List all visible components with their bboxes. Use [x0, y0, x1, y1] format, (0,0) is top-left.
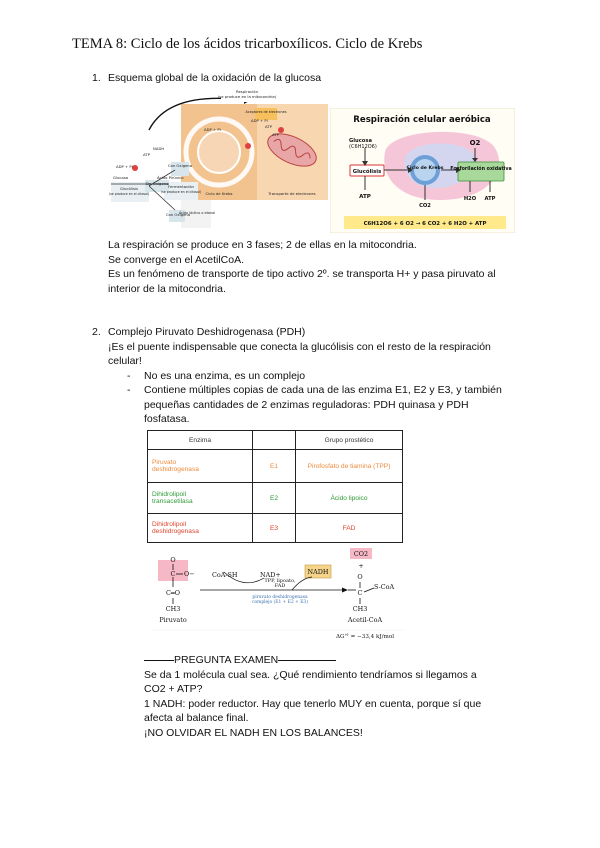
right-atp-2: ATP [484, 196, 496, 202]
label-acido-piruvico: Ácido Pirúvico [157, 175, 184, 180]
co2-label: CO2 [353, 550, 369, 558]
label-adp-1: ADP + Pi [251, 118, 268, 123]
label-sin-oxigeno: Sin Oxígeno [145, 181, 169, 186]
bullet-mark-2: - [127, 384, 131, 396]
o-right: O [357, 573, 363, 581]
right-glucolisis: Glucólisis [352, 169, 382, 175]
enzyme-code: E3 [253, 514, 296, 543]
label-adp-2: ADP + Pi [204, 127, 221, 132]
label-glucolisis-sub: (se produce en el citosol) [109, 192, 150, 196]
pdh-enzyme-table [147, 430, 403, 543]
label-fermentacion: Fermentación [168, 184, 194, 189]
section-1-heading: Esquema global de la oxidación de la glucosa [108, 72, 322, 84]
enzyme-name: Dihidrolipoil deshidrogenasa [148, 514, 253, 543]
label-aceptores: Aceptores de electrones [245, 110, 287, 114]
label-nadh: NADH [153, 146, 165, 151]
prosthetic-group: Pirofosfato de tiamina (TPP) [296, 450, 403, 483]
section-2-number: 2. [92, 326, 101, 338]
right-h2o: H2O [463, 196, 477, 202]
nad: NAD+ [260, 571, 281, 579]
complex-2: complejo (E1 + E2 + E3) [252, 600, 308, 605]
label-atp-2: ATP [272, 132, 279, 137]
label-fermentacion-sub: (se produce en el citosol) [160, 190, 202, 194]
label-adp-3: ADP + Pi [116, 164, 133, 169]
ch3-left: CH3 [165, 605, 181, 613]
o-minus: O− [184, 570, 195, 578]
right-formula: (C6H12O6) [349, 144, 377, 150]
bullet-2-line-2: pequeñas cantidades de 2 enzimas reguladoras: PDH quinasa y PDH [144, 398, 469, 411]
aerobic-respiration-diagram [330, 108, 515, 233]
right-atp-1: ATP [359, 194, 371, 200]
bullet-mark-1: - [127, 369, 131, 382]
label-glucosa: Glucosa [113, 175, 129, 180]
exam-line-5: ¡NO OLVIDAR EL NADH EN LOS BALANCES! [144, 726, 363, 739]
exam-line-4: afecta al balance final. [144, 712, 249, 724]
bullet-2-line-3: fosfatasa. [144, 413, 190, 425]
s2-intro-1: ¡Es el puente indispensable que conecta la glucólisis con el resto de la respiración [108, 340, 491, 353]
enzyme-code: E1 [253, 450, 296, 483]
enzyme-name: Piruvato deshidrogenasa [148, 450, 253, 483]
acetil-coa-label: Acetil-CoA [347, 616, 383, 624]
plus-sign: + [358, 562, 364, 570]
label-atp-1: ATP [265, 124, 272, 129]
enzyme-code: E2 [253, 483, 296, 514]
section-2-heading: Complejo Piruvato Deshidrogenasa (PDH) [108, 326, 306, 338]
label-con-oxigeno-2: Con Oxígeno [165, 212, 191, 217]
label-acido-lactico: Ácido láctico o etanol [178, 211, 216, 215]
exam-rule-left [144, 660, 174, 661]
label-ciclo-krebs: Ciclo de Krebs [205, 191, 233, 196]
c-carboxyl: C [170, 570, 176, 578]
page-title: TEMA 8: Ciclo de los ácidos tricarboxílicos. Ciclo de Krebs [72, 36, 423, 52]
label-atp-3: ATP [143, 152, 150, 157]
section-1-number: 1. [92, 72, 101, 84]
right-equation: C6H12O6 + 6 O2 → 6 CO2 + 6 H2O + ATP [363, 221, 487, 227]
coa-sh: CoA-SH [212, 571, 238, 579]
s1-paragraph-1: La respiración se produce en 3 fases; 2 de ellas en la mitocondria. [108, 239, 417, 251]
table-header-row [148, 431, 403, 450]
table-row [148, 514, 403, 543]
exam-line-2: CO2 + ATP? [144, 683, 203, 695]
cofactors-2: FAD [274, 583, 286, 589]
right-fig-title: Respiración celular aeróbica [353, 115, 491, 125]
c-o: C═O [166, 589, 180, 597]
nadh-label: NADH [307, 568, 329, 576]
s1-paragraph-2: Se converge en el AcetilCoA. [108, 253, 244, 266]
exam-rule-right [278, 660, 336, 661]
table-row [148, 450, 403, 483]
bullet-2-line-1: Contiene múltiples copias de cada una de las enzima E1, E2 y E3, y también [144, 384, 502, 396]
o-top: O [170, 556, 176, 564]
s-coa: S-CoA [374, 583, 395, 591]
label-respiracion: Respiración [235, 89, 259, 94]
delta-g: ΔG'° = −33,4 kJ/mol [336, 634, 394, 640]
cofactors-1: TPP, lipoato, [264, 578, 296, 584]
ch3-right: CH3 [352, 605, 368, 613]
right-glucosa: Glucosa [349, 138, 372, 144]
header-enzima: Enzima [148, 431, 253, 450]
pdh-reaction-diagram [152, 544, 404, 644]
exam-header: PREGUNTA EXAMEN [144, 653, 336, 668]
right-fosforilacion: Fosforilación oxidativa [450, 167, 512, 172]
label-transporte: Transporte de electrones [268, 191, 316, 196]
enzyme-name: Dihidrolipoil transacetilasa [148, 483, 253, 514]
bullet-1: No es una enzima, es un complejo [144, 369, 306, 382]
label-respiracion-sub: (se produce en la mitocondria) [217, 94, 277, 99]
prosthetic-group: Ácido lipoico [296, 483, 403, 514]
table-row [148, 483, 403, 514]
right-co2: CO2 [419, 203, 431, 209]
label-glucolisis: Glucólisis [120, 186, 138, 191]
s1-paragraph-3: Es un fenómeno de transporte de tipo activo 2º. se transporta H+ y pasa piruvato al [108, 268, 496, 280]
c-right: C [357, 589, 363, 597]
exam-line-1: Se da 1 molécula cual sea. ¿Qué rendimiento tendríamos si llegamos a [144, 668, 477, 681]
header-code [253, 431, 296, 450]
right-o2: O2 [469, 139, 481, 147]
exam-line-3: 1 NADH: poder reductor. Hay que tenerlo MUY en cuenta, porque sí que [144, 697, 482, 710]
complex-1: piruvato deshidrogenasa [252, 595, 308, 600]
right-ciclo: Ciclo de Krebs [406, 166, 444, 171]
prosthetic-group: FAD [296, 514, 403, 543]
label-con-oxigeno-1: Con Oxígeno [167, 163, 193, 168]
s2-intro-2: celular! [108, 355, 142, 367]
piruvato-label: Piruvato [159, 616, 187, 624]
glucose-oxidation-diagram [109, 86, 328, 234]
header-grupo: Grupo prostético [296, 431, 403, 450]
s1-paragraph-4: interior de la mitocondria. [108, 282, 226, 295]
